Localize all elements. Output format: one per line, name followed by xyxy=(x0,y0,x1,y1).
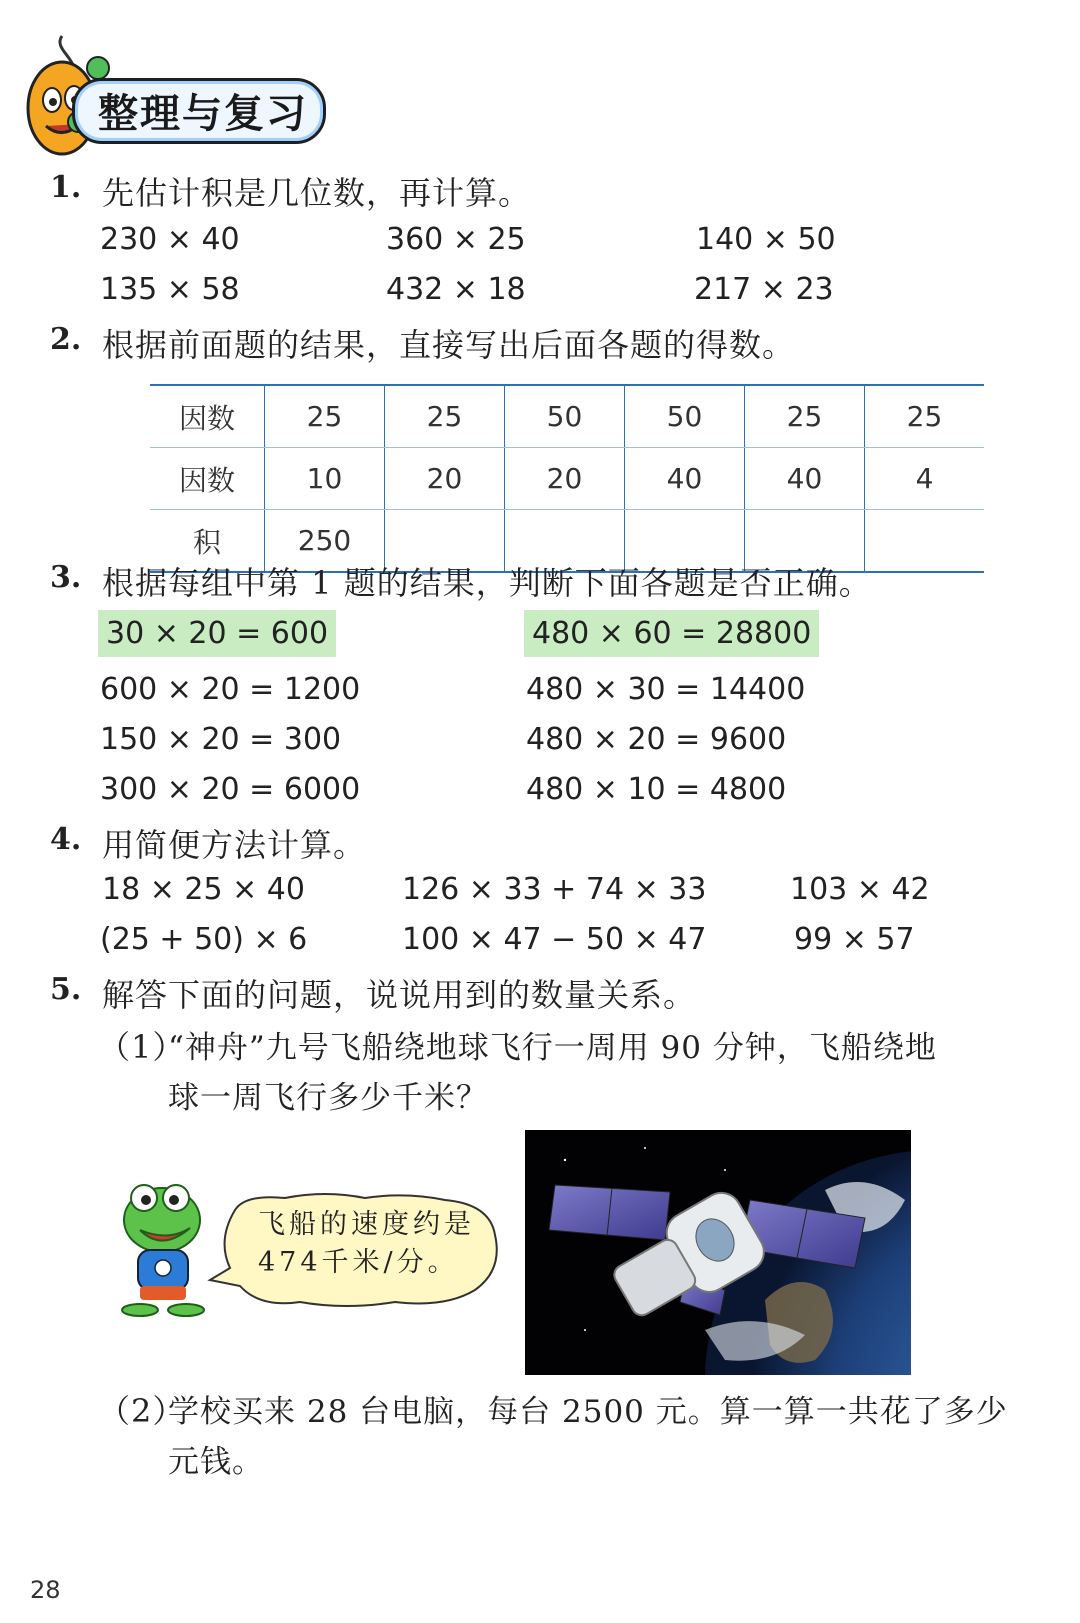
frog-mascot-icon xyxy=(110,1180,215,1320)
table-cell: 25 xyxy=(745,385,865,448)
page-number: 28 xyxy=(30,1576,61,1604)
q3-expr: 480 × 20 = 9600 xyxy=(526,722,787,757)
q4-text: 用简便方法计算。 xyxy=(102,826,367,864)
table-cell: 50 xyxy=(505,385,625,448)
q4-expr: 18 × 25 × 40 xyxy=(102,872,305,907)
q5-part1-line1: “神舟”九号飞船绕地球飞行一周用 90 分钟，飞船绕地 xyxy=(168,1030,937,1066)
table-cell-blank[interactable] xyxy=(865,510,985,573)
q1-expr: 140 × 50 xyxy=(696,222,836,257)
q3-example-left: 30 × 20 = 600 xyxy=(98,610,336,657)
table-cell: 40 xyxy=(745,448,865,510)
q5-part2-label: （2） xyxy=(98,1392,186,1430)
q5-part1-line2: 球一周飞行多少千米？ xyxy=(168,1080,488,1116)
table-cell: 20 xyxy=(505,448,625,510)
table-row xyxy=(150,448,984,510)
q4-number: 4. xyxy=(50,822,82,857)
q1-expr: 432 × 18 xyxy=(386,272,526,307)
q1-expr: 217 × 23 xyxy=(694,272,834,307)
q3-expr: 600 × 20 = 1200 xyxy=(100,672,361,707)
q3-number: 3. xyxy=(50,560,82,595)
q3-expr: 300 × 20 = 6000 xyxy=(100,772,361,807)
q5-part1-label: （1） xyxy=(98,1028,186,1066)
q4-expr: 103 × 42 xyxy=(790,872,930,907)
q5-part2-line1: 学校买来 28 台电脑，每台 2500 元。算一算一共花了多少 xyxy=(168,1394,1008,1430)
q5-number: 5. xyxy=(50,972,82,1007)
table-cell: 25 xyxy=(385,385,505,448)
q2-text: 根据前面题的结果，直接写出后面各题的得数。 xyxy=(102,326,796,364)
table-row-label: 因数 xyxy=(150,385,265,448)
bubble-text-line2: 474千米/分。 xyxy=(258,1247,459,1278)
q3-text: 根据每组中第 1 题的结果，判断下面各题是否正确。 xyxy=(102,564,872,602)
q1-expr: 230 × 40 xyxy=(100,222,240,257)
q4-expr: 99 × 57 xyxy=(794,922,915,957)
q1-number: 1. xyxy=(50,170,82,205)
q3-expr: 150 × 20 = 300 xyxy=(100,722,342,757)
table-row-label: 因数 xyxy=(150,448,265,510)
q4-expr: 100 × 47 − 50 × 47 xyxy=(402,922,707,957)
q2-number: 2. xyxy=(50,322,82,357)
table-cell: 10 xyxy=(265,448,385,510)
table-cell: 25 xyxy=(265,385,385,448)
q3-expr: 480 × 10 = 4800 xyxy=(526,772,787,807)
spacecraft-earth-image xyxy=(525,1130,911,1375)
table-cell: 4 xyxy=(865,448,985,510)
q4-expr: 126 × 33 + 74 × 33 xyxy=(402,872,707,907)
q5-text: 解答下面的问题，说说用到的数量关系。 xyxy=(102,976,697,1014)
factor-table xyxy=(150,384,984,573)
bubble-text-line1: 飞船的速度约是 xyxy=(258,1209,475,1240)
table-cell: 20 xyxy=(385,448,505,510)
table-cell: 50 xyxy=(625,385,745,448)
table-row xyxy=(150,385,984,448)
table-row-label: 积 xyxy=(150,510,265,573)
q5-part2-line2: 元钱。 xyxy=(168,1444,264,1480)
q3-expr: 480 × 30 = 14400 xyxy=(526,672,806,707)
table-cell: 40 xyxy=(625,448,745,510)
table-cell: 25 xyxy=(865,385,985,448)
q1-text: 先估计积是几位数，再计算。 xyxy=(102,174,532,212)
q1-expr: 360 × 25 xyxy=(386,222,526,257)
q1-expr: 135 × 58 xyxy=(100,272,240,307)
page-title: 整理与复习 xyxy=(98,90,308,137)
table-cell: 250 xyxy=(265,510,385,573)
q4-expr: (25 + 50) × 6 xyxy=(100,922,308,957)
q3-example-right: 480 × 60 = 28800 xyxy=(524,610,819,657)
